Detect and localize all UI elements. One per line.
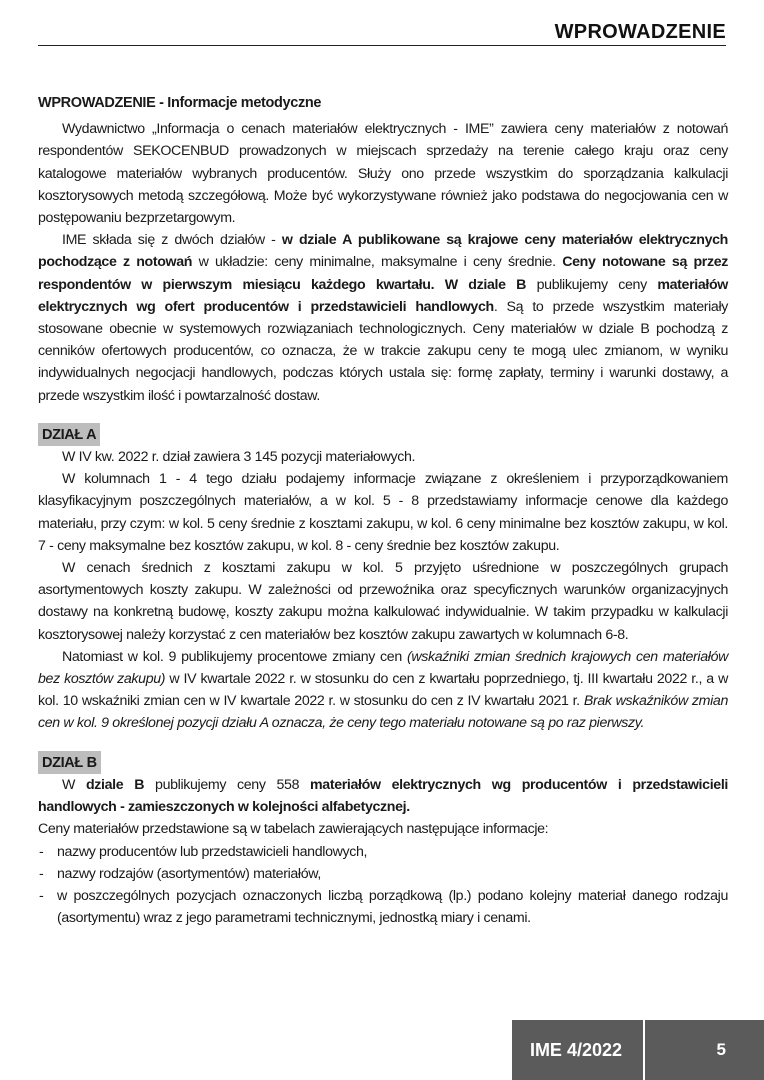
intro-p2-bold-d: Ceny notowane są przez respondentów w pierwszym miesiącu każdego kwartału. W dziale B xyxy=(38,254,728,293)
dzial-b-info-list xyxy=(38,841,728,930)
intro-p2-text-c: w układzie: ceny minimalne, maksymalne i ceny średnie. xyxy=(192,254,563,271)
intro-p2-text-a: IME składa się z dwóch działów - xyxy=(62,232,282,249)
dzial-a-paragraph-3: W cenach średnich z kosztami zakupu w kol. 5 przyjęto uśrednione w poszczególnych grupach asortymentowych koszty zakupu. W zależności od przewoźnika oraz specyficznych warunków organizacyjnych dostawy na konkretną budowę, koszty zakupu można kalkulować indywidualnie. W takim przypadku w kalkulacji kosztorysowej należy korzystać z cen materiałów bez kosztów zakupu zawartych w kolumnach 6-8. xyxy=(38,560,728,643)
dzial-b-p1-bold-d: materiałów elektrycznych wg producentów i przedstawicieli handlowych - zamieszczonych w kolejności alfabetycznej. xyxy=(38,776,729,816)
dzial-b-p1-text-c: publikujemy ceny 558 xyxy=(144,776,311,793)
dzial-a-p4-text-c: w IV kwartale 2022 r. w stosunku do cen z kwartału poprzedniego, tj. III kwartału 2022 r., a w kol. 10 wskaźniki zmian cen w IV kwartale 2022 r. w stosunku do cen z IV kwartału 2021 r. xyxy=(38,671,728,710)
dzial-b-p1-bold-b: dziale B xyxy=(85,776,145,793)
footer-issue-label: IME 4/2022 xyxy=(529,1040,622,1060)
dzial-a-p4-italic-b: (wskaźniki zmian średnich krajowych cen materiałów bez kosztów zakupu) xyxy=(38,648,729,688)
intro-paragraph-1: Wydawnictwo „Informacja o cenach materiałów elektrycznych - IME” zawiera ceny materiałów z notowań respondentów SEKOCENBUD prowadzonych w miejscach sprzedaży na terenie całego kraju oraz ceny katalogowe materiałów wybranych producentów. Służy ono przede wszystkim do sporządzania kalkulacji kosztorysowych metodą szczegółową. Może być wykorzystywane również jako podstawa do negocjowania cen w postępowaniu bezprzetargowym. xyxy=(38,121,728,227)
dzial-b-label: DZIAŁ B xyxy=(38,751,101,774)
footer-page-number: 5 xyxy=(716,1040,726,1059)
intro-p2-text-g: . Są to przede wszystkim materiały stosowane obecnie w systemowych rozwiązaniach technologicznych. Ceny materiałów w dziale B pochodzą z cenników ofertowych producentów, co oznacza, że w trakcie zakupu ceny te mogą ulec zmianom, w wyniku indywidualnych negocjacji handlowych, podczas których ustala się: formę zapłaty, terminy i warunki dostawy, a przede wszystkim ilość i powtarzalność dostaw. xyxy=(38,298,728,404)
dzial-a-paragraph-2: W kolumnach 1 - 4 tego działu podajemy informacje związane z określeniem i przyporządkowaniem klasyfikacyjnym poszczególnych materiałów, a w kol. 5 - 8 przedstawiamy informacje cenowe dla każdego materiału, przy czym: w kol. 5 ceny średnie z kosztami zakupu, w kol. 6 ceny minimalne bez kosztów zakupu, w kol. 7 - ceny maksymalne bez kosztów zakupu, w kol. 8 - ceny średnie bez kosztów zakupu. xyxy=(38,471,728,554)
dzial-a-label: DZIAŁ A xyxy=(38,423,100,446)
dzial-b-p1-text-a: W xyxy=(62,776,86,793)
dzial-a-paragraph-4 xyxy=(38,646,728,735)
list-item: - nazwy producentów lub przedstawicieli handlowych, xyxy=(38,841,728,863)
intro-p2-text-e: publikujemy ceny xyxy=(526,276,658,293)
dzial-a-p4-italic-d: Brak wskaźników zmian cen w kol. 9 określonej pozycji działu A oznacza, że ceny tego materiału notowane są po raz pierwszy. xyxy=(38,693,728,732)
dzial-b-paragraph-1 xyxy=(38,774,728,818)
intro-section-title: WPROWADZENIE - Informacje metodyczne xyxy=(38,95,322,111)
page-header-title: WPROWADZENIE xyxy=(554,21,726,43)
dzial-a-heading xyxy=(38,423,728,446)
list-item: - nazwy rodzajów (asortymentów) materiałów, xyxy=(38,863,728,885)
dzial-b-paragraph-2: Ceny materiałów przedstawione są w tabelach zawierających następujące informacje: xyxy=(38,821,549,838)
dzial-b-heading xyxy=(38,751,728,774)
dzial-a-paragraph-1: W IV kw. 2022 r. dział zawiera 3 145 pozycji materiałowych. xyxy=(62,449,416,466)
footer-page-number-bar xyxy=(644,1020,764,1080)
intro-p2-bold-f: materiałów elektrycznych wg ofert producentów i przedstawicieli handlowych xyxy=(38,276,728,315)
intro-p2-bold-b: w dziale A publikowane są krajowe ceny materiałów elektrycznych pochodzące z notowań xyxy=(38,232,728,271)
intro-paragraph-2 xyxy=(38,229,728,407)
page-content xyxy=(38,92,728,929)
header-divider xyxy=(38,45,726,46)
dzial-a-p4-text-a: Natomiast w kol. 9 publikujemy procentowe zmiany cen xyxy=(62,648,407,665)
list-item: - w poszczególnych pozycjach oznaczonych liczbą porządkową (lp.) podano kolejny materiał danego rodzaju (asortymentu) wraz z jego parametrami technicznymi, jednostką miary i cenami. xyxy=(38,885,728,929)
footer-separator xyxy=(643,1020,645,1080)
